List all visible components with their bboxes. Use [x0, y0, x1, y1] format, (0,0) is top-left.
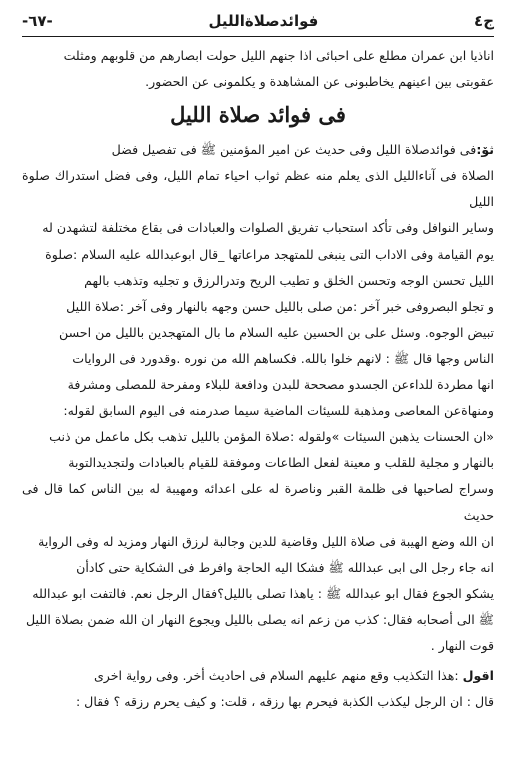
body-line: وساير النوافل وفى تأكد استحباب تفريق الصلوات والعبادات فى بقاع مختلفة لتشهدن له	[42, 220, 494, 236]
header-rule	[22, 36, 494, 37]
running-title: فوائدصلاةالليل	[208, 12, 319, 30]
lead-word: ثۆ:	[476, 142, 494, 158]
body-line: و تجلو البصروفى خبر آخر :من صلى بالليل حسن وجهه بالنهار وفى آخر :صلاة الليل	[66, 298, 494, 314]
body-text: فى فوائدصلاة الليل وفى حديث عن امير المؤمنين ﷺ فى تفصيل فضل	[111, 142, 477, 158]
body-line: ان الله وضع الهيبة فى صلاة الليل وقاضية للدين وجالبة لرزق النهار ومزيد له وفى الرواية	[38, 533, 494, 549]
volume-number: ج٤	[474, 12, 494, 30]
body-line: ومنهاةعن المعاصى ومذهبة للسيئات الماضية سيما صدرمنه فى اليوم السابق لقوله:	[63, 403, 494, 419]
body-line: ﷺ الى أصحابه فقال: كذب من زعم انه يصلى بالليل ويجوع النهار ان الله ضمن بصلاة الليل	[26, 611, 494, 627]
body-line: الصلاة فى آناءالليل الذى يعلم منه عظم ثواب احياء تمام الليل، وفى فضل استدراك صلوة الليل	[22, 168, 494, 210]
body-line: قوت النهار .	[430, 637, 494, 653]
body-line: يوم القيامة وفى الاداب التى ينبغى للمتهجد مراعاتها _قال ابوعبدالله عليه السلام :صلوة	[45, 246, 494, 262]
intro-line: اناذيا ابن عمران مطلع على احبائى اذا جنهم الليل حولت ابصارهم من قلوبهم ومثلت	[63, 48, 494, 63]
page-number: -٦٧-	[22, 12, 53, 30]
lead-word: اقول	[462, 668, 494, 684]
body-line	[22, 663, 494, 689]
body-line: تبيض الوجوه. وسئل على بن الحسين عليه السلام ما بال المتهجدين بالليل من احسن	[58, 324, 494, 340]
body-line: وسراج لصاحبها فى ظلمة القبر وناصرة له على اعدائه ومهيبة له بين الناس كما قال فى حديث	[22, 481, 494, 523]
body-text: :هذا التكذيب وقع منهم عليهم السلام فى احاديث أخر. وفى رواية اخرى	[93, 668, 459, 684]
body-line: قال : ان الرجل ليكذب الكذبة فيحرم بها رزقه ، قلت: و كيف يحرم رزقه ؟ فقال :	[75, 694, 494, 710]
intro-line: عقوبتى بين اعينهم يخاطبونى عن المشاهدة و يكلمونى عن الحضور.	[145, 74, 494, 90]
section-title: فى فوائد صلاة الليل	[170, 102, 346, 128]
body-line: الناس وجها قال ﷺ : لانهم خلوا بالله. فكساهم الله من نوره .وقدورد فى الروايات	[72, 350, 494, 366]
body-line: انه جاء رجل الى ابى عبدالله ﷺ فشكا اليه الحاجة وافرط فى الشكاية حتى كادأن	[76, 559, 494, 575]
body-line: بالنهار و مجلية للقلب و معينة لفعل الطاعات وموفقة للقيام بالعبادات ولتجديدالتوبة	[68, 455, 494, 471]
body-line: «ان الحسنات يذهبن السيئات »ولقوله :صلاة المؤمن بالليل تذهب بكل ماعمل من ذنب	[49, 429, 494, 445]
body-line: الليل تحسن الوجه وتحسن الخلق و تطيب الريح وتدرالرزق و تجليه وتذهب بالهم	[84, 272, 494, 288]
body-line	[22, 137, 494, 163]
body-line: انها مطردة للداءعن الجسدو مصححة للبدن ودافعة للبلاء ومفرحة للمصلى ومشرفة	[67, 377, 494, 393]
book-page	[22, 8, 494, 743]
page-header	[22, 8, 494, 34]
body-line: يشكو الجوع فقال ابو عبدالله ﷺ : ياهذا تصلى بالليل؟فقال الرجل نعم. فالتفت ابو عبدالله	[32, 585, 494, 601]
